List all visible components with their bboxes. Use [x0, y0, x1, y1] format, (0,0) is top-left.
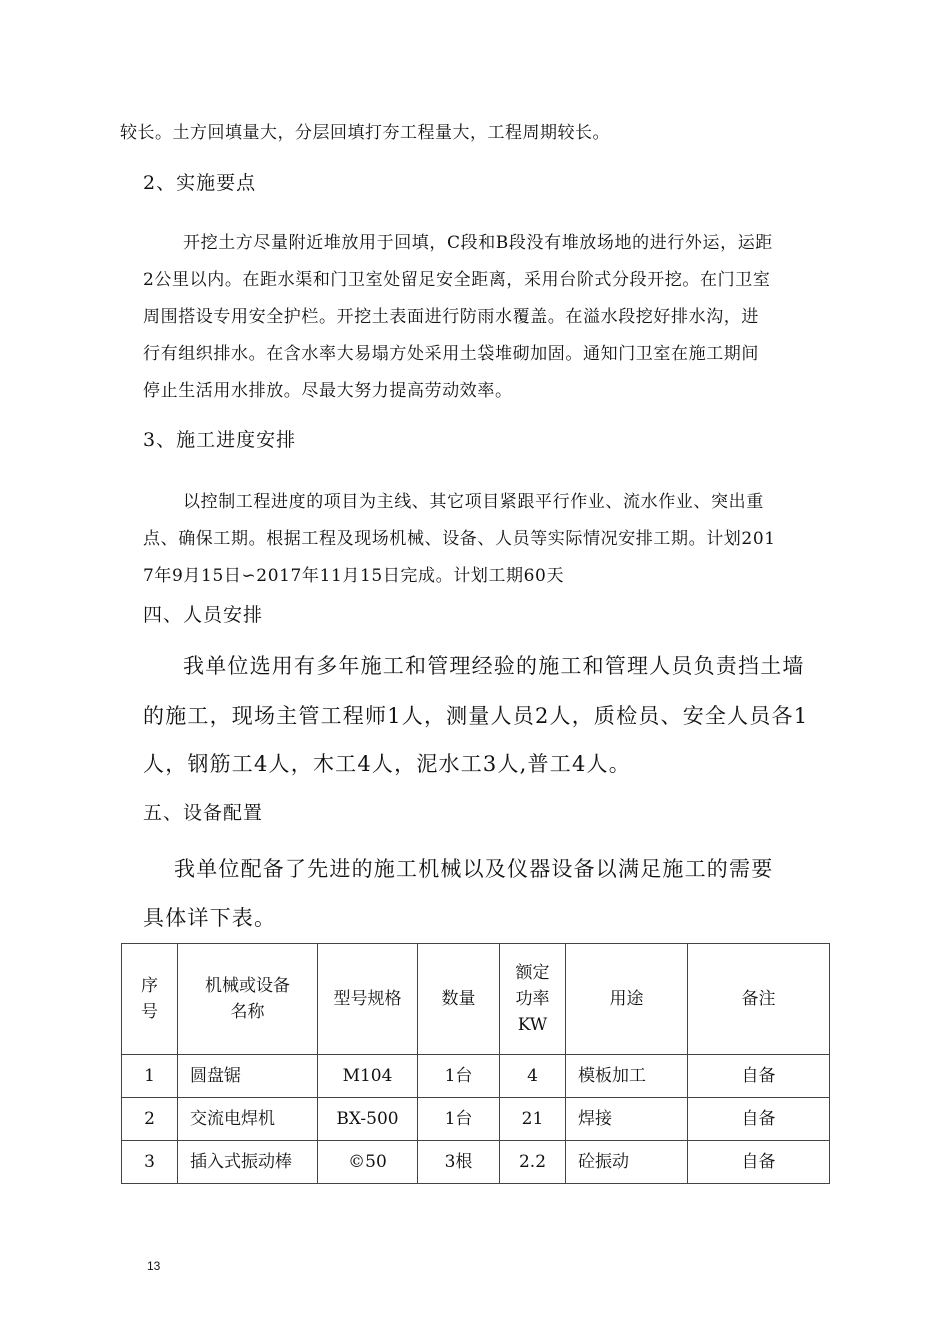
cell-use: 砼振动 — [566, 1141, 688, 1184]
header-note: 备注 — [688, 944, 830, 1055]
paragraph-continuation: 较长。土方回填量大，分层回填打夯工程量大，工程周期较长。 — [120, 123, 610, 143]
cell-power: 2.2 — [500, 1141, 566, 1184]
paragraph-line: 的施工，现场主管工程师1人，测量人员2人，质检员、安全人员各1 — [143, 704, 809, 728]
header-qty: 数量 — [418, 944, 500, 1055]
cell-no: 3 — [122, 1141, 178, 1184]
section-heading-5: 五、设备配置 — [143, 802, 264, 824]
table-row — [122, 1141, 830, 1184]
paragraph-line: 具体详下表。 — [143, 906, 277, 930]
paragraph-line: 我单位配备了先进的施工机械以及仪器设备以满足施工的需要 — [174, 857, 774, 881]
paragraph-line: 停止生活用水排放。尽最大努力提高劳动效率。 — [143, 381, 513, 401]
cell-qty: 1台 — [418, 1055, 500, 1098]
cell-name: 圆盘锯 — [178, 1055, 318, 1098]
paragraph-line: 行有组织排水。在含水率大易塌方处采用土袋堆砌加固。通知门卫室在施工期间 — [143, 344, 759, 364]
equipment-table — [121, 943, 830, 1184]
cell-model: M104 — [318, 1055, 418, 1098]
page-number: 13 — [147, 1259, 161, 1273]
cell-use: 焊接 — [566, 1098, 688, 1141]
paragraph-line: 以控制工程进度的项目为主线、其它项目紧跟平行作业、流水作业、突出重 — [183, 492, 764, 512]
cell-note: 自备 — [688, 1141, 830, 1184]
table-row — [122, 1098, 830, 1141]
header-power: 额定 功率 KW — [500, 944, 566, 1055]
paragraph-line: 周围搭设专用安全护栏。开挖土表面进行防雨水覆盖。在溢水段挖好排水沟，进 — [143, 307, 759, 327]
cell-note: 自备 — [688, 1055, 830, 1098]
section-heading-2: 2、实施要点 — [143, 172, 257, 194]
header-model: 型号规格 — [318, 944, 418, 1055]
cell-no: 1 — [122, 1055, 178, 1098]
cell-name: 插入式振动棒 — [178, 1141, 318, 1184]
header-use: 用途 — [566, 944, 688, 1055]
cell-model: BX-500 — [318, 1098, 418, 1141]
section-heading-4: 四、人员安排 — [143, 604, 264, 626]
header-no: 序 号 — [122, 944, 178, 1055]
cell-name: 交流电焊机 — [178, 1098, 318, 1141]
cell-power: 21 — [500, 1098, 566, 1141]
cell-use: 模板加工 — [566, 1055, 688, 1098]
table-header-row — [122, 944, 830, 1055]
section-heading-3: 3、施工进度安排 — [143, 429, 297, 451]
header-name: 机械或设备 名称 — [178, 944, 318, 1055]
paragraph-line: 7年9月15日∽2017年11月15日完成。计划工期60天 — [143, 566, 565, 586]
cell-note: 自备 — [688, 1098, 830, 1141]
cell-model: ©50 — [318, 1141, 418, 1184]
cell-qty: 3根 — [418, 1141, 500, 1184]
paragraph-line: 点、确保工期。根据工程及现场机械、设备、人员等实际情况安排工期。计划201 — [143, 529, 776, 549]
paragraph-line: 人，钢筋工4人，木工4人，泥水工3人,普工4人。 — [143, 752, 631, 776]
cell-no: 2 — [122, 1098, 178, 1141]
cell-qty: 1台 — [418, 1098, 500, 1141]
cell-power: 4 — [500, 1055, 566, 1098]
paragraph-line: 2公里以内。在距水渠和门卫室处留足安全距离，采用台阶式分段开挖。在门卫室 — [143, 270, 771, 290]
paragraph-line: 开挖土方尽量附近堆放用于回填，C段和B段没有堆放场地的进行外运，运距 — [183, 233, 773, 253]
paragraph-line: 我单位选用有多年施工和管理经验的施工和管理人员负责挡土墙 — [183, 654, 805, 678]
table-row — [122, 1055, 830, 1098]
